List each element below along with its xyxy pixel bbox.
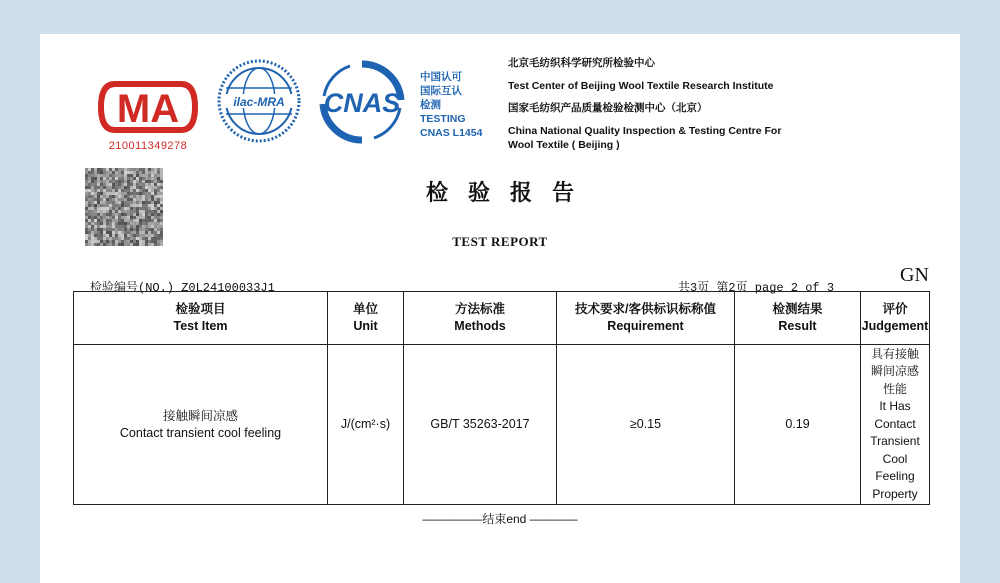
judgement-line: 瞬间凉感 [870, 364, 919, 379]
report-title-en: TEST REPORT [452, 234, 548, 249]
header-methods-cn: 方法标准 [454, 302, 505, 316]
header-unit-cn: 单位 [352, 302, 378, 316]
header-judgement [861, 292, 930, 345]
judgement-line: Property [872, 486, 918, 501]
page-info: 共3页 第2页 page 2 of 3 [678, 281, 835, 295]
cma-number: 210011349278 [108, 140, 188, 152]
cma-icon [93, 76, 203, 138]
header-result-en: Result [778, 319, 817, 333]
judgement-line: Feeling [875, 469, 915, 484]
judgement-line: It Has [879, 399, 911, 414]
national-centre-en-2: Wool Textile ( Beijing ) [508, 138, 620, 151]
cell-method: GB/T 35263-2017 [404, 345, 557, 505]
judgement-line: 具有接触 [870, 346, 919, 361]
cnas-line-3: 检测 [420, 99, 441, 111]
institution-name-en: Test Center of Beijing Wool Textile Research Institute [508, 79, 774, 92]
header-judgement-en: Judgement [861, 319, 929, 333]
table-row [74, 345, 930, 505]
header-result-cn: 检测结果 [772, 302, 823, 316]
cnas-line-4: TESTING [420, 113, 466, 125]
test-item-cn: 接触瞬间凉感 [162, 408, 238, 423]
header-judgement-cn: 评价 [882, 302, 908, 316]
cnas-logo [310, 60, 414, 148]
cell-requirement: ≥0.15 [557, 345, 735, 505]
cnas-line-2: 国际互认 [420, 85, 462, 97]
ilac-logo-text: ilac-MRA [233, 95, 285, 109]
gn-mark: GN [900, 264, 929, 286]
ilac-mra-logo [216, 58, 302, 148]
judgement-line: Contact [874, 416, 916, 431]
cma-logo [93, 76, 203, 152]
header-unit-en: Unit [353, 319, 378, 333]
cnas-line-1: 中国认可 [420, 71, 462, 83]
institution-header [508, 56, 781, 152]
report-page [40, 34, 960, 583]
header-requirement-cn: 技术要求/客供标识标称值 [575, 302, 716, 316]
header-test-item-cn: 检验项目 [175, 302, 226, 316]
judgement-line: Cool [882, 451, 908, 466]
header-test-item [74, 292, 328, 345]
report-title-cn: 检验报告 [425, 180, 594, 206]
end-marker: —————结束end ———— [422, 512, 578, 526]
cnas-logo-text: CNAS [323, 88, 401, 118]
national-centre-en-1: China National Quality Inspection & Testing Centre For [508, 124, 782, 137]
report-number: 检验编号(NO.) Z0L24100033J1 [90, 281, 275, 295]
institution-name-cn: 北京毛纺织科学研究所检验中心 [508, 57, 655, 69]
cnas-icon [310, 60, 414, 144]
header-unit [328, 292, 404, 345]
cell-result: 0.19 [735, 345, 861, 505]
cnas-side-text [420, 70, 482, 140]
cell-test-item [74, 345, 328, 505]
test-item-en: Contact transient cool feeling [119, 425, 282, 440]
header-result [735, 292, 861, 345]
header-requirement-en: Requirement [607, 319, 684, 333]
national-centre-cn: 国家毛纺织产品质量检验检测中心（北京） [508, 102, 708, 114]
test-results-table [73, 291, 930, 505]
header-methods-en: Methods [454, 319, 506, 333]
header-methods [404, 292, 557, 345]
header-requirement [557, 292, 735, 345]
cma-logo-text: MA [116, 87, 180, 131]
ilac-globe-icon [216, 58, 302, 144]
table-header-row [74, 292, 930, 345]
cell-unit: J/(cm²·s) [328, 345, 404, 505]
judgement-line: 性能 [882, 381, 907, 396]
cnas-line-5: CNAS L1454 [420, 127, 483, 139]
cell-judgement [861, 345, 930, 505]
header-test-item-en: Test Item [173, 319, 228, 333]
judgement-line: Transient [870, 434, 920, 449]
